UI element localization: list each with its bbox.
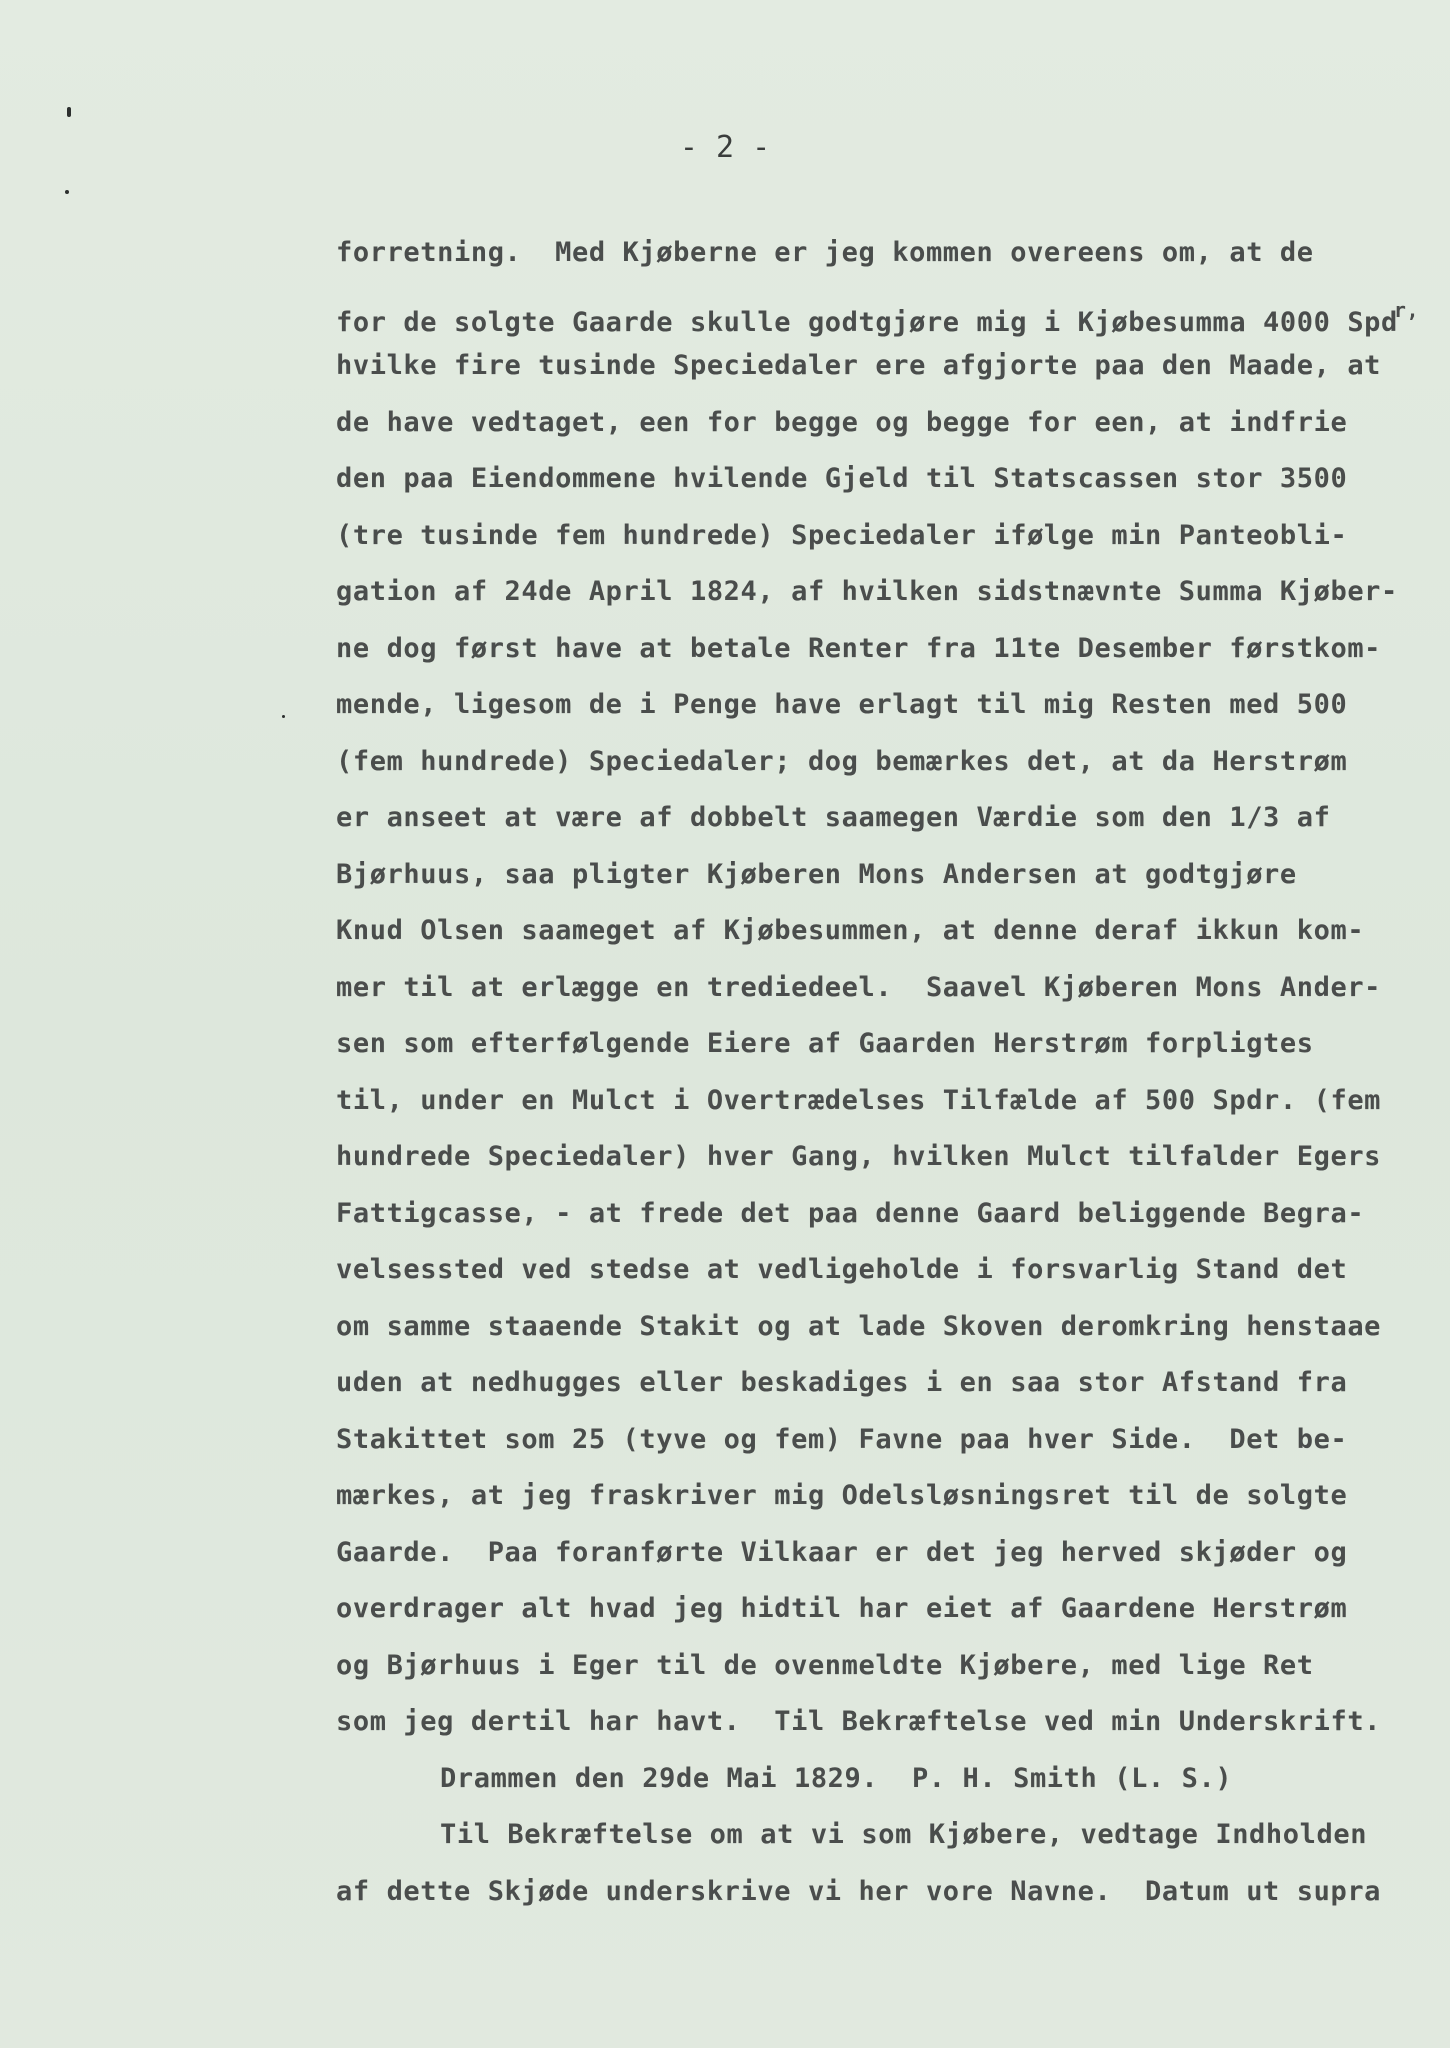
- text-line: som jeg dertil har havt. Til Bekræftelse ved min Underskrift.: [336, 1706, 1382, 1737]
- text-line: Stakittet som 25 (tyve og fem) Favne paa hver Side. Det be-: [336, 1423, 1348, 1455]
- text-line: til, under en Mulct i Overtrædelses Tilfælde af 500 Spdr. (fem: [336, 1084, 1382, 1116]
- page-number: - 2 -: [679, 130, 771, 165]
- text-line: velsessted ved stedse at vedligeholde i forsvarlig Stand det: [336, 1254, 1348, 1285]
- text-line: mer til at erlægge en trediedeel. Saavel Kjøberen Mons Ander-: [336, 971, 1382, 1003]
- text-line: hvilke fire tusinde Speciedaler ere afgjorte paa den Maade, at: [336, 350, 1382, 381]
- margin-mark: [65, 190, 69, 194]
- text-line: Fattigcasse, - at frede det paa denne Gaard beliggende Begra-: [336, 1197, 1365, 1229]
- text-line: mende, ligesom de i Penge have erlagt til mig Resten med 500: [336, 689, 1348, 720]
- text-line: Knud Olsen saameget af Kjøbesummen, at denne deraf ikkun kom-: [336, 915, 1365, 946]
- text-line: uden at nedhugges eller beskadiges i en saa stor Afstand fra: [336, 1367, 1348, 1398]
- text-line: (tre tusinde fem hundrede) Speciedaler ifølge min Panteobli-: [336, 519, 1348, 551]
- text-line-content: for de solgte Gaarde skulle godtgjøre mig i Kjøbesumma 4000 Spd: [336, 306, 1398, 338]
- text-line: gation af 24de April 1824, af hvilken sidstnævnte Summa Kjøber-: [336, 576, 1398, 607]
- text-line: Bjørhuus, saa pligter Kjøberen Mons Andersen at godtgjøre: [336, 858, 1297, 890]
- text-line: af dette Skjøde underskrive vi her vore Navne. Datum ut supra: [336, 1875, 1382, 1907]
- text-line: sen som efterfølgende Eiere af Gaarden Herstrøm forpligtes: [336, 1028, 1314, 1059]
- text-line: ne dog først have at betale Renter fra 11te Desember førstkom-: [336, 632, 1382, 664]
- date-signature-line: Drammen den 29de Mai 1829. P. H. Smith (L. S.): [440, 1762, 1233, 1794]
- text-line: (fem hundrede) Speciedaler; dog bemærkes det, at da Herstrøm: [336, 745, 1348, 777]
- margin-mark: [282, 715, 285, 718]
- text-line: er anseet at være af dobbelt saamegen Værdie som den 1/3 af: [336, 802, 1331, 833]
- document-body: [336, 225, 1420, 1920]
- superscript-text: r,: [1393, 297, 1420, 322]
- text-line: forretning. Med Kjøberne er jeg kommen overeens om, at de: [336, 237, 1314, 268]
- text-line: om samme staaende Stakit og at lade Skoven deromkring henstaae: [336, 1310, 1382, 1342]
- text-line: [336, 282, 1420, 339]
- text-line: mærkes, at jeg fraskriver mig Odelsløsningsret til de solgte: [336, 1480, 1348, 1511]
- text-line: Gaarde. Paa foranførte Vilkaar er det jeg herved skjøder og: [336, 1536, 1348, 1568]
- text-line: og Bjørhuus i Eger til de ovenmeldte Kjøbere, med lige Ret: [336, 1649, 1314, 1681]
- text-line: overdrager alt hvad jeg hidtil har eiet af Gaardene Herstrøm: [336, 1593, 1348, 1624]
- margin-mark: [67, 107, 71, 117]
- text-line: de have vedtaget, een for begge og begge for een, at indfrie: [336, 406, 1348, 438]
- text-line: Til Bekræftelse om at vi som Kjøbere, vedtage Indholden: [440, 1819, 1368, 1850]
- text-line: hundrede Speciedaler) hver Gang, hvilken Mulct tilfalder Egers: [336, 1141, 1382, 1172]
- text-line: den paa Eiendommene hvilende Gjeld til Statscassen stor 3500: [336, 463, 1348, 494]
